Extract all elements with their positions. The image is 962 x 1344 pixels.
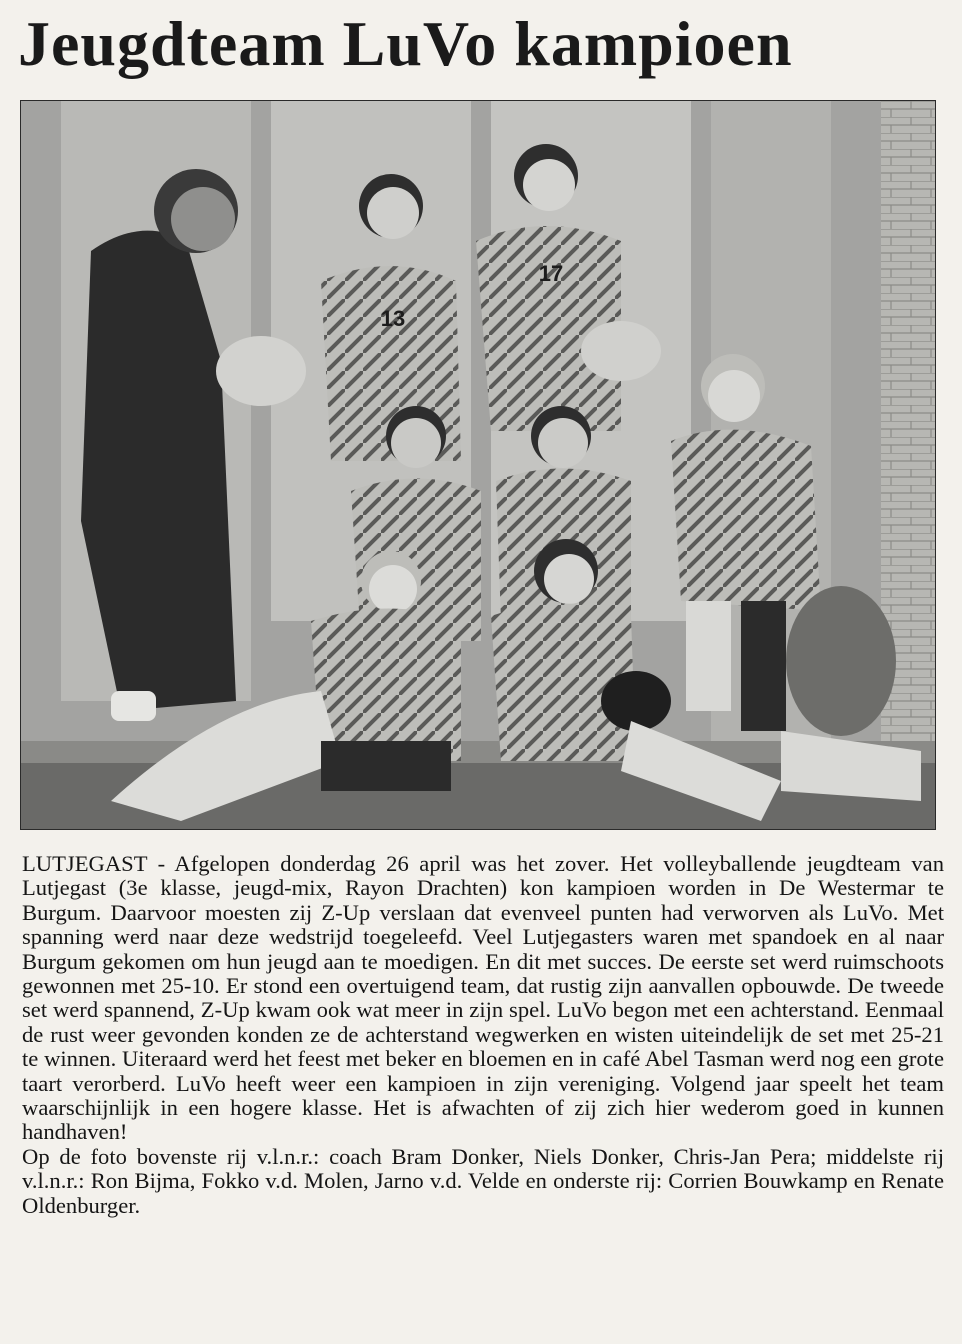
headline: Jeugdteam LuVo kampioen: [18, 8, 793, 79]
photo-caption: Op de foto bovenste rij v.l.n.r.: coach Bram Donker, Niels Donker, Chris-Jan Pera; middelste rij v.l.n.r.: Ron Bijma, Fokko v.d. Molen, Jarno v.d. Velde en onderste rij: Corrien Bouwkamp en Renate Oldenburger.: [22, 1143, 944, 1218]
team-photo-illustration: [21, 101, 936, 830]
jersey-number-13: 13: [380, 306, 406, 331]
jersey-number-17: 17: [538, 261, 564, 286]
team-photo: [20, 100, 936, 830]
article-paragraph: LUTJEGAST - Afgelopen donderdag 26 april was het zover. Het volleyballende jeugdteam van Lutjegast (3e klasse, jeugd-mix, Rayon Drachten) kon kampioen worden in De Westermar te Burgum. Daarvoor moesten zij Z-Up verslaan dat evenveel punten had verworven als LuVo. Met spanning werd naar deze wedstrijd toegeleefd. Veel Lutjegasters waren met spandoek en al naar Burgum gekomen om hun jeugd aan te moedigen. En dit met succes. De eerste set werd ruimschoots gewonnen met 25-10. Er stond een overtuigend team, dat rustig zijn aanvallen opbouwde. De tweede set werd spannend, Z-Up kwam ook wat meer in zijn spel. LuVo begon met een achterstand. Eenmaal de rust weer gevonden konden ze de achterstand wegwerken en wisten uiteindelijk de set met 25-21 te winnen. Uiteraard werd het feest met beker en bloemen en in café Abel Tasman werd nog een grote taart verorberd. LuVo heeft weer een kampioen in zijn vereniging. Volgend jaar speelt het team waarschijnlijk in een hogere klasse. Het is afwachten of zij zich hier wederom goed in kunnen handhaven!: [22, 851, 944, 1145]
article-body: [22, 852, 944, 1218]
